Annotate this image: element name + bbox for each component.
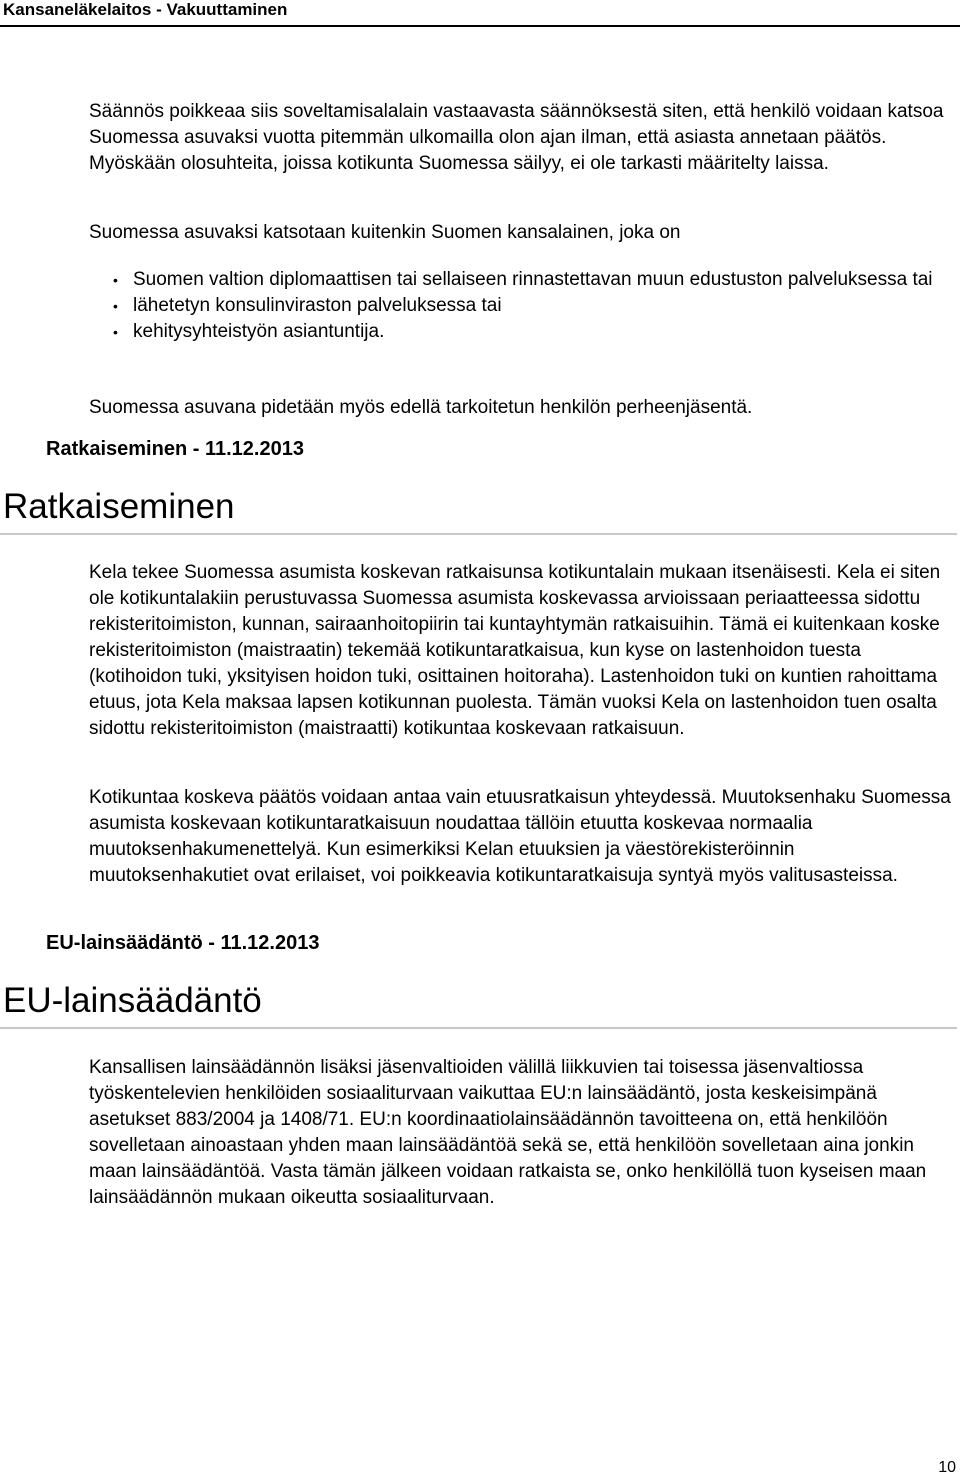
list-item-text: kehitysyhteistyön asiantuntija. (133, 321, 385, 342)
list-item-text: lähetetyn konsulinviraston palveluksessa tai (133, 295, 502, 316)
list-item-text: Suomen valtion diplomaattisen tai sellaiseen rinnastettavan muun edustuston palveluksessa tai (133, 269, 933, 290)
bullet-icon: • (113, 272, 118, 288)
intro-paragraph-3: Suomessa asuvana pidetään myös edellä tarkoitetun henkilön perheenjäsentä. (89, 397, 753, 418)
list-item (89, 319, 959, 345)
page-number: 10 (938, 1459, 956, 1476)
header-title: Kansaneläkelaitos - Vakuuttaminen (3, 0, 288, 19)
eu-heading: EU-lainsäädäntö (3, 981, 262, 1020)
list-item (89, 267, 959, 293)
section-divider (0, 533, 957, 535)
ratkaiseminen-paragraph-2: Kotikuntaa koskeva päätös voidaan antaa vain etuusratkaisun yhteydessä. Muutoksenhaku Suomessa asumista koskevaan kotikuntaratkaisuun noudattaa tällöin etuutta koskevaa normaalia muutoksenhakumenettelyä. Kun esimerkiksi Kelan etuuksien ja väestörekisteröinnin muutoksenhakutiet ovat erilaiset, voi poikkeavia kotikuntaratkaisuja syntyä myös valitusasteissa. (89, 787, 951, 886)
intro-paragraph-2: Suomessa asuvaksi katsotaan kuitenkin Suomen kansalainen, joka on (89, 222, 681, 243)
bullet-icon: • (113, 324, 118, 340)
ratkaiseminen-paragraph-1: Kela tekee Suomessa asumista koskevan ratkaisunsa kotikuntalain mukaan itsenäisesti. Kela ei siten ole kotikuntalakiin perustuvassa Suomessa asumista koskevassa arvioissaan periaatteessa sidottu rekisteritoimiston, kunnan, sairaanhoitopiirin tai kuntayhtymän ratkaisuihin. Tämä ei kuitenkaan koske rekisteritoimiston (maistraatin) tekemää kotikuntaratkaisua, kun kyse on lastenhoidon tuesta (kotihoidon tuki, yksityisen hoidon tuki, osittainen hoitoraha). Lastenhoidon tuki on kuntien rahoittama etuus, jota Kela maksaa lapsen kotikunnan puolesta. Tämän vuoksi Kela on lastenhoidon tuen osalta sidottu rekisteritoimiston (maistraatti) kotikuntaa koskevaan ratkaisuun. (89, 562, 941, 739)
intro-paragraph-1: Säännös poikkeaa siis soveltamisalalain vastaavasta säännöksestä siten, että henkilö voidaan katsoa Suomessa asuvaksi vuotta pitemmän ulkomailla olon ajan ilman, että asiasta annetaan päätös. Myöskään olosuhteita, joissa kotikunta Suomessa säilyy, ei ole tarkasti määritelty laissa. (89, 101, 944, 174)
bullet-icon: • (113, 298, 118, 314)
eu-paragraph-1: Kansallisen lainsäädännön lisäksi jäsenvaltioiden välillä liikkuvien tai toisessa jäsenvaltiossa työskentelevien henkilöiden sosiaaliturvaan vaikuttaa EU:n lainsäädäntö, josta keskeisimpänä asetukset 883/2004 ja 1408/71. EU:n koordinaatiolainsäädännön tavoitteena on, että henkilöön sovelletaan ainoastaan yhden maan lainsäädäntöä sekä se, että henkilöön sovelletaan aina jonkin maan lainsäädäntöä. Vasta tämän jälkeen voidaan ratkaista se, onko henkilöllä tuon kyseisen maan lainsäädännön mukaan oikeutta sosiaaliturvaan. (89, 1057, 927, 1208)
eu-subheading: EU-lainsäädäntö - 11.12.2013 (46, 932, 320, 954)
list-item (89, 293, 959, 319)
ratkaiseminen-subheading: Ratkaiseminen - 11.12.2013 (46, 438, 304, 460)
section-divider (0, 1027, 957, 1029)
ratkaiseminen-heading: Ratkaiseminen (3, 487, 235, 526)
citizen-criteria-list (89, 267, 959, 345)
page-header (0, 0, 960, 30)
header-rule (0, 25, 960, 27)
